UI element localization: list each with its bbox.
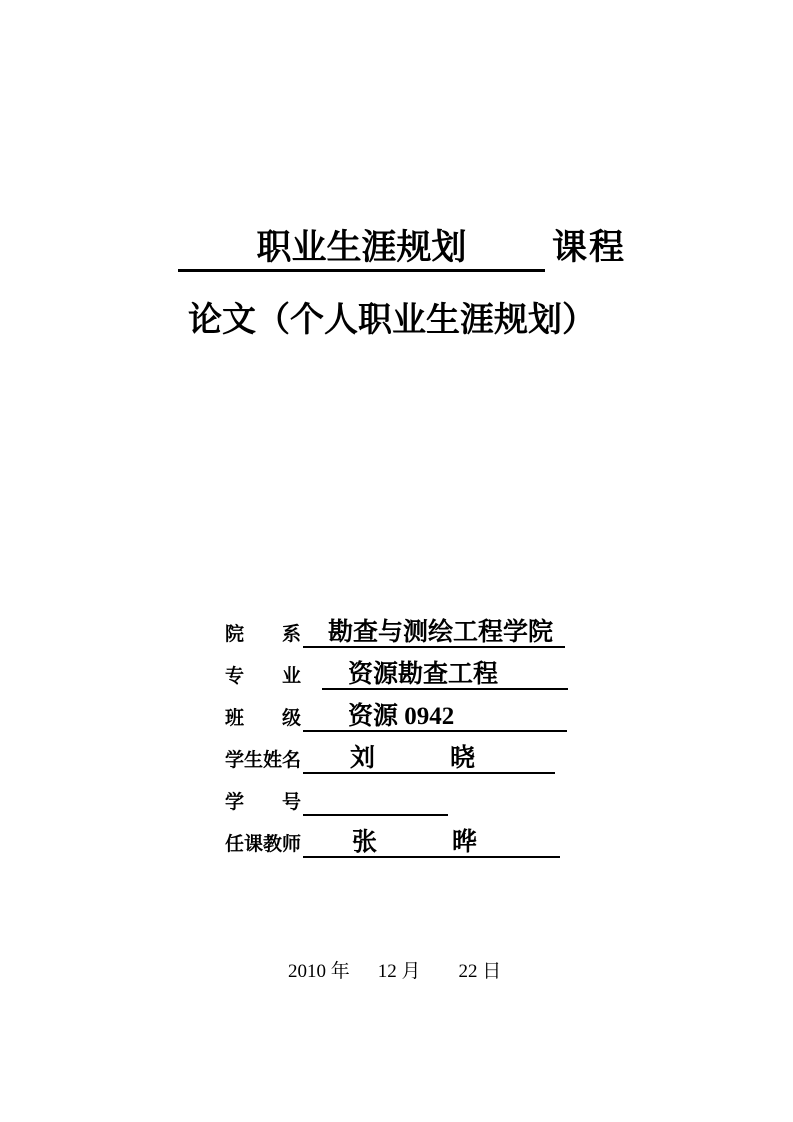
form-row-department (225, 606, 568, 648)
title-line2: 论文（个人职业生涯规划） (188, 302, 596, 339)
department-value: 勘查与测绘工程学院 (303, 619, 565, 649)
date-line (288, 956, 501, 983)
form-row-major (225, 648, 568, 690)
date-month: 12 月 (377, 961, 421, 982)
class-label: 班 级 (225, 708, 302, 729)
teacher-value: 张 晔 (303, 829, 560, 859)
major-label: 专 业 (225, 666, 302, 687)
date-year: 2010 年 (288, 961, 350, 982)
form-row-teacher (225, 816, 568, 858)
class-value: 资源 0942 (303, 703, 567, 733)
student-id-label: 学 号 (225, 792, 302, 813)
course-name-underlined: 职业生涯规划 (178, 228, 545, 272)
title-line1 (178, 228, 626, 272)
form-row-class (225, 690, 568, 732)
department-label: 院 系 (225, 624, 302, 645)
student-name-value: 刘 晓 (303, 745, 555, 775)
student-name-label: 学生姓名 (225, 750, 302, 771)
major-value: 资源勘查工程 (322, 661, 568, 691)
teacher-label: 任课教师 (225, 834, 302, 855)
form-row-student-id (225, 774, 568, 816)
date-day: 22 日 (458, 961, 502, 982)
cover-form (225, 606, 568, 858)
form-row-student-name (225, 732, 568, 774)
course-suffix-label: 课程 (552, 228, 627, 267)
student-id-value (303, 814, 448, 816)
